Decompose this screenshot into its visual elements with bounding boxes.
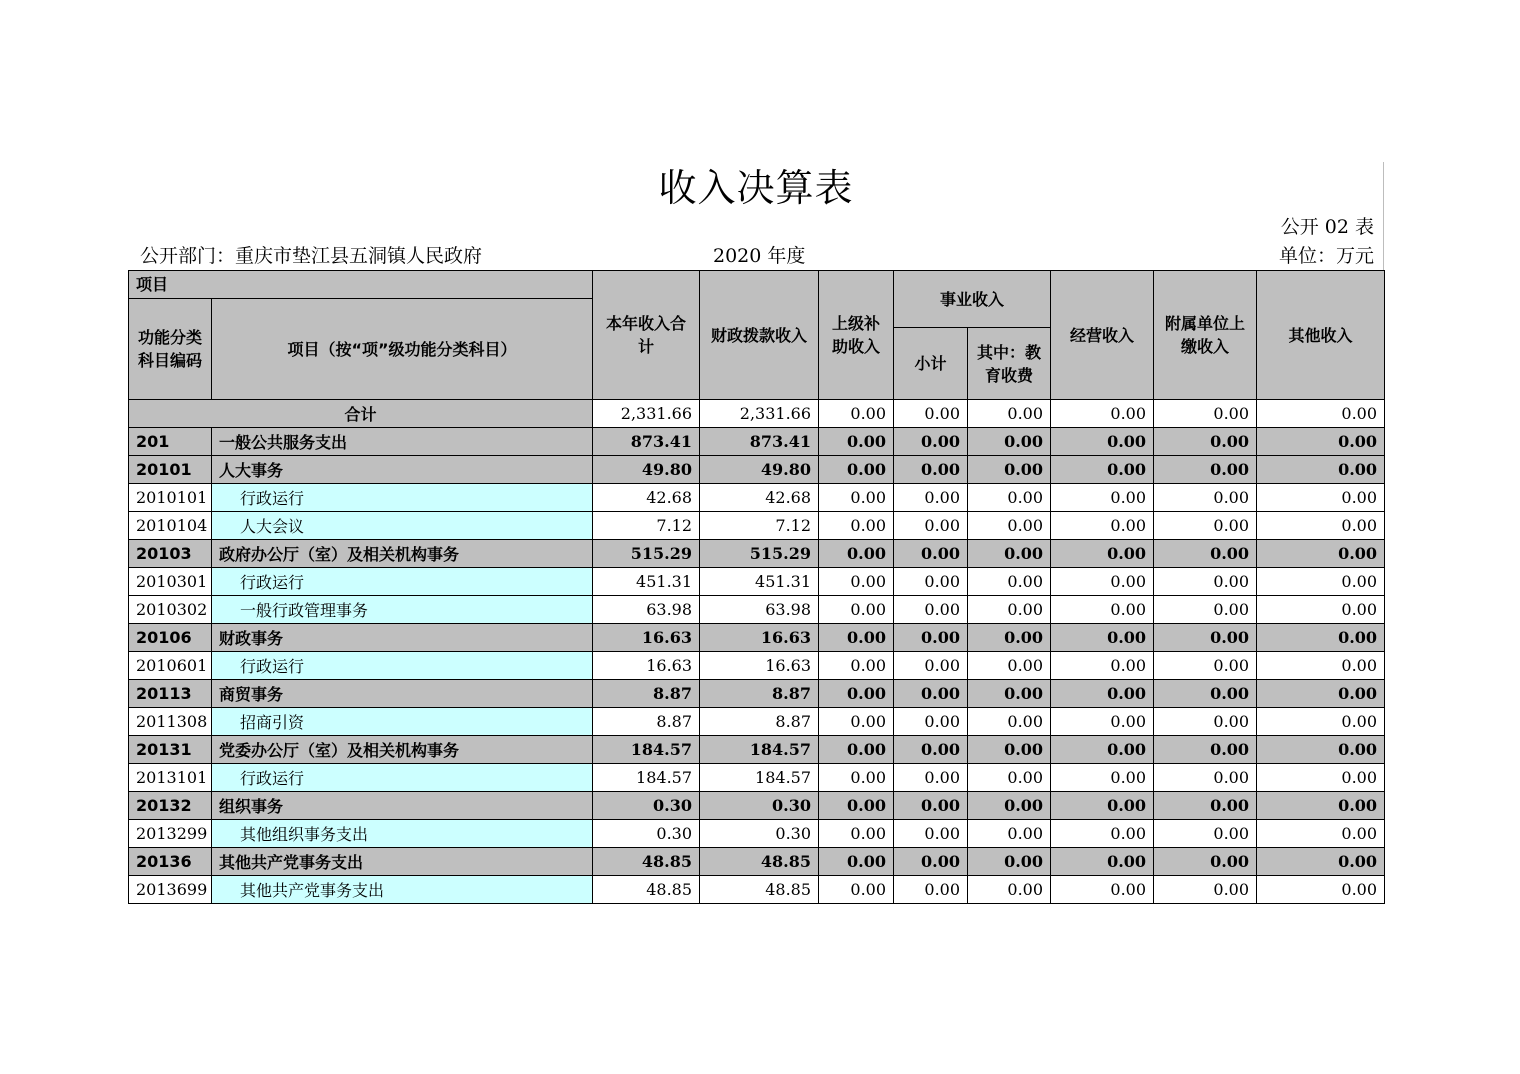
item-row [129, 512, 1385, 540]
row-value: 0.00 [1051, 820, 1154, 848]
row-value: 48.85 [593, 876, 700, 904]
row-value: 0.00 [819, 736, 894, 764]
row-value: 0.00 [1051, 456, 1154, 484]
row-value: 0.00 [819, 792, 894, 820]
row-value: 0.00 [819, 512, 894, 540]
row-code: 2011308 [129, 708, 212, 736]
row-code: 20131 [129, 736, 212, 764]
unit-label: 单位：万元 [1278, 245, 1374, 267]
category-row [129, 848, 1385, 876]
row-code: 2013699 [129, 876, 212, 904]
row-value: 0.00 [819, 456, 894, 484]
row-value: 0.30 [700, 820, 819, 848]
row-value: 0.00 [1051, 652, 1154, 680]
row-name: 其他共产党事务支出 [212, 876, 593, 904]
header-subtotal: 小计 [894, 328, 968, 400]
row-value: 0.00 [1257, 512, 1385, 540]
row-value: 7.12 [700, 512, 819, 540]
row-value: 0.00 [968, 596, 1051, 624]
row-value: 0.00 [968, 848, 1051, 876]
row-value: 48.85 [700, 876, 819, 904]
row-code: 20101 [129, 456, 212, 484]
row-value: 0.00 [1051, 512, 1154, 540]
row-value: 0.00 [1051, 848, 1154, 876]
row-value: 0.00 [819, 596, 894, 624]
row-code: 2010101 [129, 484, 212, 512]
row-value: 0.00 [1257, 456, 1385, 484]
row-value: 0.00 [968, 736, 1051, 764]
row-value: 0.00 [894, 652, 968, 680]
row-value: 0.00 [1154, 512, 1257, 540]
header-name: 项目（按“项”级功能分类科目） [212, 299, 593, 400]
total-cell: 2,331.66 [700, 400, 819, 428]
row-value: 42.68 [593, 484, 700, 512]
row-value: 0.00 [819, 624, 894, 652]
row-value: 8.87 [700, 680, 819, 708]
row-value: 48.85 [700, 848, 819, 876]
row-value: 16.63 [593, 652, 700, 680]
category-row [129, 624, 1385, 652]
row-value: 0.00 [1051, 484, 1154, 512]
row-value: 0.00 [1051, 540, 1154, 568]
row-name: 商贸事务 [212, 680, 593, 708]
table-code: 公开 02 表 [1280, 216, 1374, 238]
row-code: 2013101 [129, 764, 212, 792]
category-row [129, 456, 1385, 484]
row-value: 0.00 [1051, 708, 1154, 736]
header-fiscal: 财政拨款收入 [700, 271, 819, 400]
row-code: 20103 [129, 540, 212, 568]
row-value: 0.00 [1051, 764, 1154, 792]
row-value: 0.00 [819, 764, 894, 792]
row-value: 0.00 [1154, 596, 1257, 624]
row-value: 0.00 [968, 764, 1051, 792]
row-value: 16.63 [593, 624, 700, 652]
row-value: 63.98 [593, 596, 700, 624]
row-value: 0.00 [1257, 484, 1385, 512]
page-title: 收入决算表 [658, 166, 854, 210]
row-value: 0.00 [968, 624, 1051, 652]
row-code: 20136 [129, 848, 212, 876]
fiscal-year: 2020 年度 [713, 245, 806, 267]
row-value: 0.00 [819, 848, 894, 876]
row-value: 0.00 [1154, 652, 1257, 680]
row-value: 0.00 [1154, 540, 1257, 568]
row-value: 873.41 [700, 428, 819, 456]
row-code: 20113 [129, 680, 212, 708]
row-value: 0.00 [1154, 764, 1257, 792]
row-value: 0.00 [1257, 596, 1385, 624]
row-code: 201 [129, 428, 212, 456]
row-value: 0.00 [968, 876, 1051, 904]
item-row [129, 820, 1385, 848]
row-name: 财政事务 [212, 624, 593, 652]
row-value: 0.00 [819, 428, 894, 456]
total-cell: 0.00 [1051, 400, 1154, 428]
row-value: 0.00 [894, 848, 968, 876]
row-value: 0.00 [1051, 428, 1154, 456]
row-value: 0.00 [1257, 652, 1385, 680]
row-value: 873.41 [593, 428, 700, 456]
row-value: 0.00 [1257, 764, 1385, 792]
row-value: 0.00 [1257, 792, 1385, 820]
row-value: 0.00 [1051, 680, 1154, 708]
row-code: 20106 [129, 624, 212, 652]
total-cell: 2,331.66 [593, 400, 700, 428]
row-name: 行政运行 [212, 764, 593, 792]
row-value: 0.00 [968, 820, 1051, 848]
row-value: 0.00 [1051, 736, 1154, 764]
total-cell: 0.00 [894, 400, 968, 428]
row-value: 0.00 [819, 484, 894, 512]
item-row [129, 568, 1385, 596]
row-value: 0.00 [1154, 876, 1257, 904]
row-value: 0.00 [968, 540, 1051, 568]
row-code: 2010601 [129, 652, 212, 680]
header-total-income: 本年收入合计 [593, 271, 700, 400]
row-name: 组织事务 [212, 792, 593, 820]
total-label: 合计 [129, 400, 593, 428]
category-row [129, 792, 1385, 820]
row-value: 0.00 [1154, 624, 1257, 652]
row-value: 49.80 [593, 456, 700, 484]
row-value: 0.00 [819, 568, 894, 596]
header-superior-subsidy: 上级补助收入 [819, 271, 894, 400]
header-business-income: 事业收入 [894, 271, 1051, 328]
item-row [129, 876, 1385, 904]
row-value: 0.00 [894, 484, 968, 512]
row-value: 0.00 [894, 568, 968, 596]
row-code: 2010302 [129, 596, 212, 624]
row-value: 0.00 [1257, 428, 1385, 456]
row-value: 0.00 [1154, 848, 1257, 876]
row-value: 0.00 [1154, 820, 1257, 848]
row-value: 0.00 [894, 680, 968, 708]
row-value: 0.00 [1154, 456, 1257, 484]
category-row [129, 680, 1385, 708]
header-project: 项目 [129, 271, 593, 299]
row-value: 63.98 [700, 596, 819, 624]
row-value: 0.00 [1257, 708, 1385, 736]
row-value: 515.29 [593, 540, 700, 568]
row-value: 0.00 [1257, 876, 1385, 904]
row-code: 2010104 [129, 512, 212, 540]
row-value: 0.00 [819, 652, 894, 680]
row-value: 0.00 [1051, 876, 1154, 904]
row-value: 0.00 [894, 624, 968, 652]
row-name: 行政运行 [212, 568, 593, 596]
row-value: 0.00 [819, 540, 894, 568]
row-value: 0.00 [1154, 568, 1257, 596]
item-row [129, 764, 1385, 792]
row-name: 行政运行 [212, 652, 593, 680]
row-value: 0.00 [819, 876, 894, 904]
row-value: 0.00 [894, 540, 968, 568]
row-name: 人大事务 [212, 456, 593, 484]
row-value: 0.00 [1257, 820, 1385, 848]
row-value: 0.00 [968, 512, 1051, 540]
total-cell: 0.00 [819, 400, 894, 428]
row-value: 0.00 [819, 680, 894, 708]
row-value: 0.30 [593, 820, 700, 848]
income-table [128, 270, 1385, 904]
row-value: 7.12 [593, 512, 700, 540]
row-value: 0.00 [894, 792, 968, 820]
row-name: 招商引资 [212, 708, 593, 736]
row-value: 0.30 [700, 792, 819, 820]
row-value: 0.00 [968, 652, 1051, 680]
row-name: 一般行政管理事务 [212, 596, 593, 624]
row-value: 0.00 [894, 456, 968, 484]
header-operating: 经营收入 [1051, 271, 1154, 400]
row-value: 0.00 [1051, 624, 1154, 652]
row-value: 0.00 [1051, 596, 1154, 624]
row-value: 8.87 [593, 708, 700, 736]
header-other: 其他收入 [1257, 271, 1385, 400]
row-value: 16.63 [700, 652, 819, 680]
item-row [129, 652, 1385, 680]
row-value: 0.00 [894, 736, 968, 764]
row-value: 8.87 [593, 680, 700, 708]
row-value: 0.00 [1154, 708, 1257, 736]
row-value: 0.00 [1154, 680, 1257, 708]
row-value: 0.00 [968, 568, 1051, 596]
total-cell: 0.00 [1154, 400, 1257, 428]
row-value: 0.00 [1154, 484, 1257, 512]
row-value: 0.00 [1154, 792, 1257, 820]
row-value: 0.30 [593, 792, 700, 820]
department-label: 公开部门：重庆市垫江县五洞镇人民政府 [140, 245, 483, 267]
row-value: 184.57 [700, 736, 819, 764]
row-name: 行政运行 [212, 484, 593, 512]
header-code: 功能分类科目编码 [129, 299, 212, 400]
category-row [129, 428, 1385, 456]
row-value: 0.00 [1154, 736, 1257, 764]
row-value: 0.00 [819, 820, 894, 848]
row-value: 8.87 [700, 708, 819, 736]
row-value: 0.00 [1051, 792, 1154, 820]
row-value: 184.57 [700, 764, 819, 792]
row-name: 其他组织事务支出 [212, 820, 593, 848]
category-row [129, 736, 1385, 764]
total-row [129, 400, 1385, 428]
row-value: 0.00 [1257, 680, 1385, 708]
row-value: 515.29 [700, 540, 819, 568]
row-code: 2013299 [129, 820, 212, 848]
row-value: 0.00 [968, 428, 1051, 456]
row-value: 0.00 [968, 792, 1051, 820]
row-value: 0.00 [1257, 540, 1385, 568]
row-value: 0.00 [894, 596, 968, 624]
row-value: 0.00 [894, 708, 968, 736]
row-value: 49.80 [700, 456, 819, 484]
row-value: 0.00 [968, 484, 1051, 512]
row-value: 0.00 [894, 512, 968, 540]
item-row [129, 596, 1385, 624]
row-name: 其他共产党事务支出 [212, 848, 593, 876]
row-value: 0.00 [1051, 568, 1154, 596]
row-value: 16.63 [700, 624, 819, 652]
item-row [129, 484, 1385, 512]
row-value: 0.00 [1257, 736, 1385, 764]
row-value: 0.00 [1257, 848, 1385, 876]
row-value: 48.85 [593, 848, 700, 876]
row-value: 0.00 [894, 820, 968, 848]
row-value: 0.00 [1257, 624, 1385, 652]
row-value: 451.31 [593, 568, 700, 596]
row-value: 184.57 [593, 764, 700, 792]
row-name: 一般公共服务支出 [212, 428, 593, 456]
category-row [129, 540, 1385, 568]
header-affiliated: 附属单位上缴收入 [1154, 271, 1257, 400]
row-value: 0.00 [968, 708, 1051, 736]
row-name: 人大会议 [212, 512, 593, 540]
row-value: 0.00 [894, 876, 968, 904]
row-value: 0.00 [968, 680, 1051, 708]
row-name: 党委办公厅（室）及相关机构事务 [212, 736, 593, 764]
row-value: 184.57 [593, 736, 700, 764]
header-education-fee: 其中：教育收费 [968, 328, 1051, 400]
row-value: 0.00 [894, 428, 968, 456]
total-cell: 0.00 [1257, 400, 1385, 428]
row-code: 2010301 [129, 568, 212, 596]
item-row [129, 708, 1385, 736]
row-value: 0.00 [1154, 428, 1257, 456]
row-value: 0.00 [1257, 568, 1385, 596]
row-value: 0.00 [968, 456, 1051, 484]
row-value: 0.00 [819, 708, 894, 736]
total-cell: 0.00 [968, 400, 1051, 428]
row-value: 42.68 [700, 484, 819, 512]
row-value: 451.31 [700, 568, 819, 596]
row-value: 0.00 [894, 764, 968, 792]
row-name: 政府办公厅（室）及相关机构事务 [212, 540, 593, 568]
row-code: 20132 [129, 792, 212, 820]
